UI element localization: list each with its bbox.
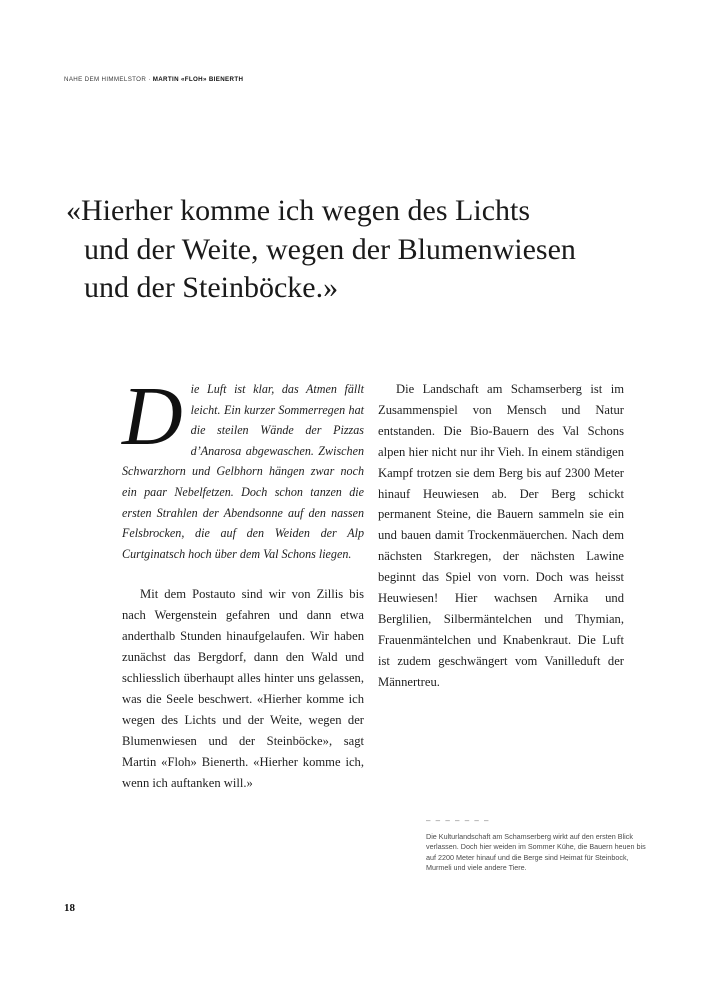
running-head-separator: · <box>146 76 153 83</box>
drop-cap: D <box>122 370 183 463</box>
body-paragraph-right: Die Landschaft am Schamserberg ist im Zusammenspiel von Mensch und Natur entstanden. Die Bio-Bauern des Val Schons alpen hier nicht nur ihr Vieh. In einem ständigen Kampf trotzen sie dem Berg bis auf 2300 Meter hinauf Heuwiesen ab. Der Berg schickt permanent Steine, die Bauern sammeln sie ein und bauen damit Trockenmäuerchen. Nach dem nächsten Starkregen, der nächsten Lawine beginnt das Spiel von vorn. Doch was heisst Heuwiesen! Hier wachsen Arnika und Berglilien, Silbermäntelchen und Thymian, Frauenmäntelchen und Knabenkraut. Die Luft ist zudem geschwängert vom Vanilleduft der Männertreu. <box>378 382 624 689</box>
pull-quote-line-2: und der Weite, wegen der Blumenwiesen <box>84 232 576 266</box>
page-number: 18 <box>64 902 75 914</box>
pull-quote <box>66 192 646 308</box>
running-head-author: MARTIN «FLOH» BIENERTH <box>152 76 244 83</box>
caption-rule: – – – – – – – <box>426 816 490 825</box>
photo-caption: Die Kulturlandschaft am Schamserberg wirkt auf den ersten Blick verlassen. Doch hier weiden im Sommer Kühe, die Bauern heuen bis auf 2200 Meter hinauf und die Berge sind Heimat für Steinbock, Murmeli und viele andere Tiere. <box>426 832 646 872</box>
running-head <box>64 76 243 83</box>
lead-text: ie Luft ist klar, das Atmen fällt leicht. Ein kurzer Sommerregen hat die steilen Wände der Pizzas d’Anarosa abgewaschen. Zwischen Schwarzhorn und Gelbhorn hängen zwar noch ein paar Nebelfetzen. Doch schon tanzen die ersten Strahlen der Abendsonne auf den nassen Felsbrocken, die auf den Weiden der Alp Curtginatsch hoch über dem Val Schons liegen. <box>122 382 364 561</box>
body-paragraph-left: Mit dem Postauto sind wir von Zillis bis nach Wergenstein gefahren und dann etwa anderthalb Stunden hinaufgelaufen. Wir haben zunächst das Bergdorf, dann den Wald und schliesslich überhaupt alles hinter uns gelassen, was die Seele beschwert. «Hierher komme ich wegen des Lichts und der Weite, wegen der Blumenwiesen und der Steinböcke», sagt Martin «Floh» Bienerth. «Hierher komme ich, wenn ich auftanken will.» <box>122 587 364 790</box>
pull-quote-line-3: und der Steinböcke.» <box>84 271 339 304</box>
text-column-left <box>122 370 364 793</box>
text-column-right <box>378 379 624 693</box>
pull-quote-line-1: «Hierher komme ich wegen des Lichts <box>66 194 531 227</box>
lead-paragraph <box>122 370 364 564</box>
running-head-section: NAHE DEM HIMMELSTOR <box>64 76 147 83</box>
